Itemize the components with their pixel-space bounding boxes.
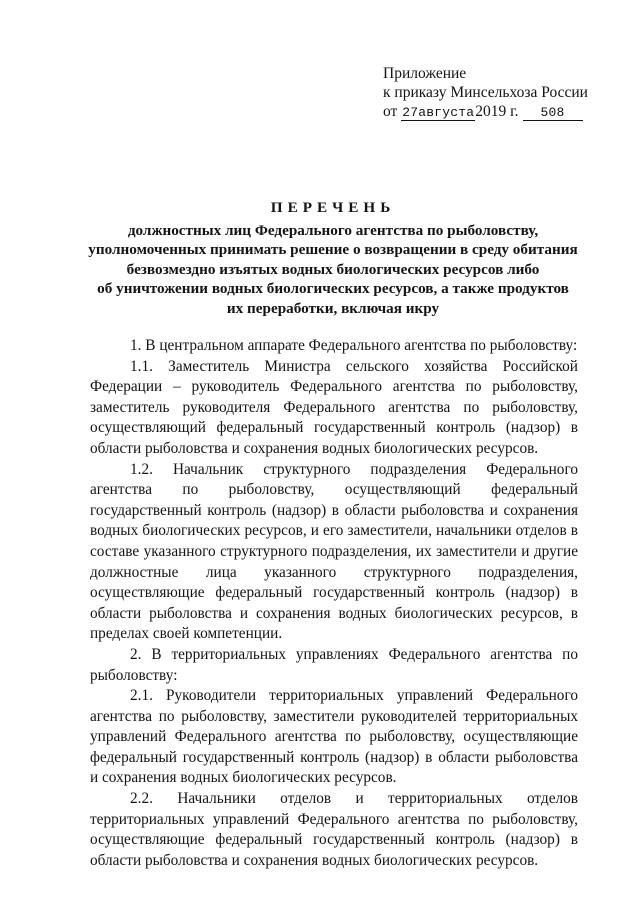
item-1-2: 1.2. Начальник структурного подразделения Федерального агентства по рыболовству, осуществляющий федеральный государственный контроль (надзор) в области рыболовства и сохранения водных биологических ресурсов, и его заместители, начальники отделов в составе указанного структурного подразделения, их заместители и другие должностные лица указанного структурного подразделения, осуществляющие федеральный государственный контроль (надзор) в области рыболовства и сохранения водных биологических ресурсов, в пределах своей компетенции. (90, 460, 578, 643)
item-1-1: 1.1. Заместитель Министра сельского хозяйства Российской Федерации – руководитель Федерального агентства по рыболовству, заместитель руководителя Федерального агентства по рыболовству, осуществляющий федеральный государственный контроль (надзор) в области рыболовства и сохранения водных биологических ресурсов. (90, 357, 578, 457)
title-line: безвозмездно изъятых водных биологических ресурсов либо (126, 260, 540, 278)
title-main: ПЕРЕЧЕНЬ (270, 199, 396, 216)
handwritten-order-number: 508 (523, 106, 583, 121)
document-body (90, 336, 578, 871)
document-title (88, 198, 578, 319)
appendix-date-line (383, 102, 598, 121)
year-text: 2019 г. (475, 103, 519, 120)
item-2-2: 2.2. Начальники отделов и территориальных отделов территориальных управлений Федерального агентства по рыболовству, осуществляющие федеральный государственный контроль (надзор) в области рыболовства и сохранения водных биологических ресурсов. (90, 790, 578, 869)
appendix-label: Приложение (383, 65, 467, 82)
section-1-heading: 1. В центральном аппарате Федерального агентства по рыболовству: (130, 337, 578, 354)
title-line: их переработки, включая икру (226, 299, 440, 317)
handwritten-date: 27августа (402, 105, 475, 120)
date-prefix: от (383, 103, 398, 120)
title-line: должностных лиц Федерального агентства по рыболовству, (127, 221, 539, 239)
item-2-1: 2.1. Руководители территориальных управлений Федерального агентства по рыболовству, заместители руководителей территориальных управлений Федерального агентства по рыболовству, осуществляющие федеральный государственный контроль (надзор) в области рыболовства и сохранения водных биологических ресурсов. (90, 687, 578, 787)
section-2-heading: 2. В территориальных управлениях Федерального агентства по рыболовству: (90, 645, 578, 684)
title-line: уполномоченных принимать решение о возвращении в среду обитания (88, 241, 578, 259)
title-line: об уничтожении водных биологических ресурсов, а также продуктов (97, 280, 569, 298)
appendix-order-ref: к приказу Минсельхоза России (383, 84, 588, 101)
appendix-header (383, 64, 598, 121)
